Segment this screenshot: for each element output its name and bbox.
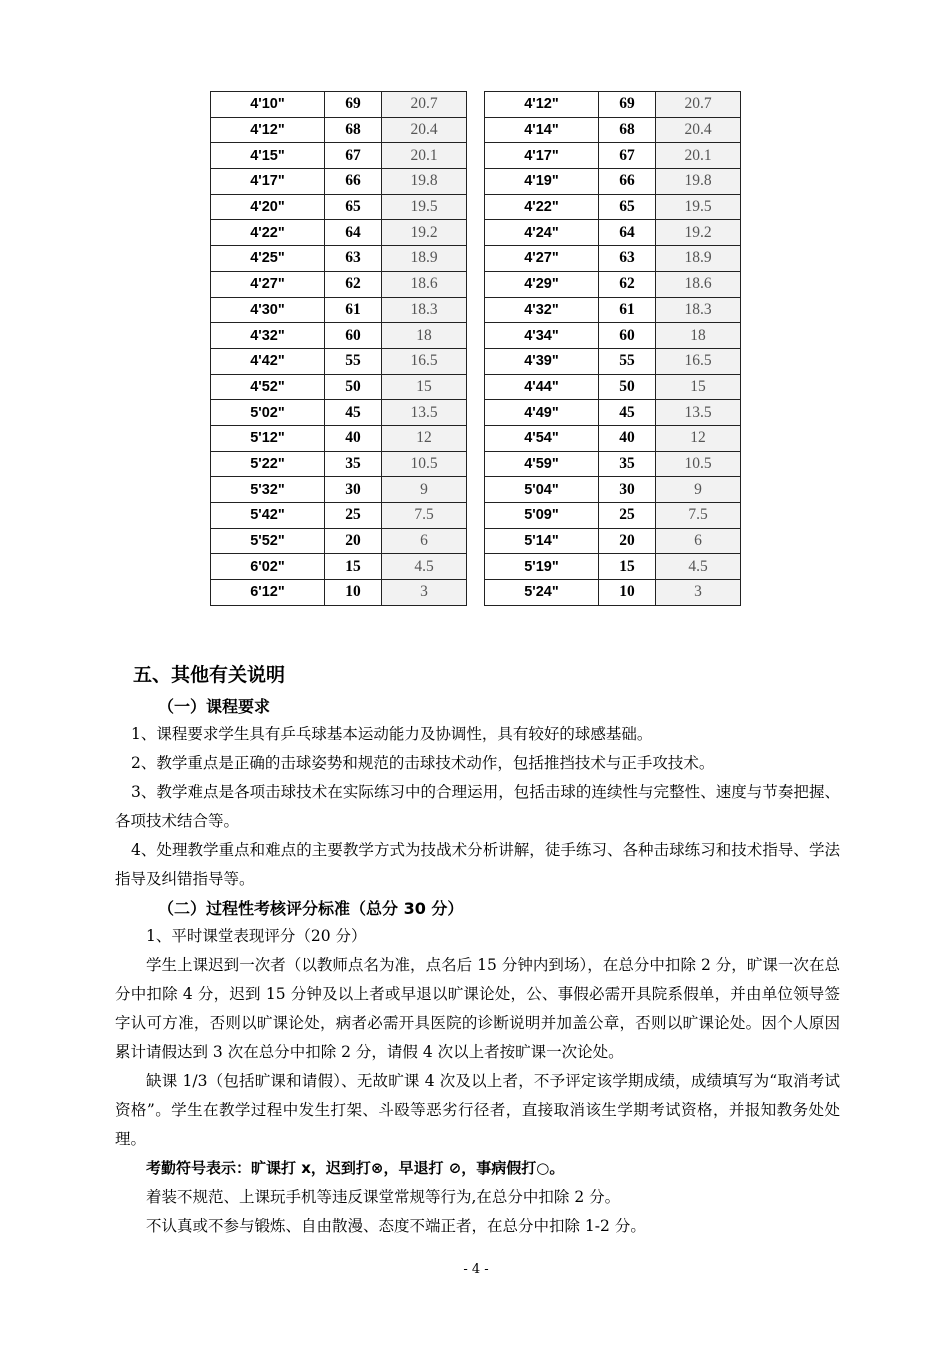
table-row	[211, 400, 467, 426]
score-cell: 25	[599, 503, 656, 529]
time-cell: 4'22"	[211, 220, 325, 246]
time-cell: 4'22"	[485, 194, 599, 220]
time-cell: 4'25"	[211, 246, 325, 272]
time-cell: 4'30"	[211, 297, 325, 323]
score-cell: 45	[325, 400, 382, 426]
time-cell: 6'02"	[211, 554, 325, 580]
time-cell: 4'12"	[485, 92, 599, 118]
score-cell: 20	[325, 528, 382, 554]
time-cell: 5'52"	[211, 528, 325, 554]
dress-code-paragraph: 着装不规范、上课玩手机等违反课堂常规等行为,在总分中扣除 2 分。	[146, 1188, 621, 1206]
score-cell: 40	[325, 425, 382, 451]
value-cell: 20.7	[382, 92, 467, 118]
value-cell: 18.6	[382, 271, 467, 297]
table-row	[211, 580, 467, 606]
value-cell: 3	[382, 580, 467, 606]
table-row	[485, 194, 741, 220]
table-row	[211, 374, 467, 400]
value-cell: 19.2	[382, 220, 467, 246]
value-cell: 12	[382, 425, 467, 451]
table-row	[485, 169, 741, 195]
table-row	[485, 554, 741, 580]
value-cell: 20.7	[656, 92, 741, 118]
time-cell: 5'02"	[211, 400, 325, 426]
value-cell: 19.2	[656, 220, 741, 246]
table-row	[485, 246, 741, 272]
time-cell: 4'12"	[211, 117, 325, 143]
score-cell: 35	[325, 451, 382, 477]
table-row	[485, 297, 741, 323]
value-cell: 13.5	[382, 400, 467, 426]
time-cell: 5'09"	[485, 503, 599, 529]
value-cell: 18.3	[382, 297, 467, 323]
value-cell: 20.4	[382, 117, 467, 143]
value-cell: 7.5	[382, 503, 467, 529]
time-cell: 4'24"	[485, 220, 599, 246]
value-cell: 19.8	[656, 169, 741, 195]
time-cell: 4'10"	[211, 92, 325, 118]
score-cell: 65	[325, 194, 382, 220]
value-cell: 12	[656, 425, 741, 451]
time-cell: 4'17"	[211, 169, 325, 195]
time-cell: 4'42"	[211, 348, 325, 374]
time-cell: 5'22"	[211, 451, 325, 477]
score-table-left	[210, 91, 467, 606]
table-row	[485, 580, 741, 606]
score-cell: 35	[599, 451, 656, 477]
value-cell: 16.5	[656, 348, 741, 374]
table-row	[485, 503, 741, 529]
time-cell: 5'24"	[485, 580, 599, 606]
score-cell: 10	[325, 580, 382, 606]
score-cell: 60	[599, 323, 656, 349]
time-cell: 5'32"	[211, 477, 325, 503]
table-row	[485, 348, 741, 374]
requirement-item-1: 1、课程要求学生具有乒乓球基本运动能力及协调性，具有较好的球感基础。	[131, 725, 653, 743]
value-cell: 4.5	[656, 554, 741, 580]
score-cell: 55	[325, 348, 382, 374]
course-requirements-list	[115, 720, 840, 894]
time-cell: 4'27"	[485, 246, 599, 272]
time-cell: 4'44"	[485, 374, 599, 400]
attendance-symbols: 考勤符号表示：旷课打 x，迟到打⊗，早退打 ⊘，事病假打○。	[146, 1159, 565, 1177]
value-cell: 4.5	[382, 554, 467, 580]
score-cell: 65	[599, 194, 656, 220]
score-cell: 15	[325, 554, 382, 580]
value-cell: 18.9	[656, 246, 741, 272]
requirement-item-3: 3、教学难点是各项击球技术在实际练习中的合理运用，包括击球的连续性与完整性、速度与节奏把握、各项技术结合等。	[115, 783, 840, 830]
table-row	[211, 425, 467, 451]
value-cell: 19.8	[382, 169, 467, 195]
time-cell: 4'14"	[485, 117, 599, 143]
value-cell: 6	[656, 528, 741, 554]
time-cell: 5'04"	[485, 477, 599, 503]
table-row	[211, 194, 467, 220]
time-cell: 4'49"	[485, 400, 599, 426]
table-row	[211, 503, 467, 529]
value-cell: 13.5	[656, 400, 741, 426]
table-row	[485, 271, 741, 297]
value-cell: 15	[656, 374, 741, 400]
score-cell: 66	[599, 169, 656, 195]
score-cell: 62	[599, 271, 656, 297]
value-cell: 9	[382, 477, 467, 503]
table-row	[211, 271, 467, 297]
score-cell: 61	[599, 297, 656, 323]
table-row	[485, 374, 741, 400]
score-cell: 50	[599, 374, 656, 400]
value-cell: 18	[382, 323, 467, 349]
requirement-item-4: 4、处理教学重点和难点的主要教学方式为技战术分析讲解，徒手练习、各种击球练习和技术指导、学法指导及纠错指导等。	[115, 841, 840, 888]
score-cell: 62	[325, 271, 382, 297]
subsection-assessment: （二）过程性考核评分标准（总分 30 分）	[158, 899, 464, 918]
assessment-item-1: 1、平时课堂表现评分（20 分）	[146, 927, 367, 945]
table-row	[211, 451, 467, 477]
score-cell: 69	[325, 92, 382, 118]
table-row	[211, 554, 467, 580]
section-title: 五、其他有关说明	[133, 664, 286, 686]
table-row	[485, 451, 741, 477]
table-row	[485, 143, 741, 169]
value-cell: 19.5	[382, 194, 467, 220]
time-cell: 4'32"	[211, 323, 325, 349]
table-row	[485, 117, 741, 143]
table-row	[211, 323, 467, 349]
time-cell: 4'19"	[485, 169, 599, 195]
score-cell: 10	[599, 580, 656, 606]
table-row	[485, 323, 741, 349]
score-cell: 25	[325, 503, 382, 529]
time-cell: 4'32"	[485, 297, 599, 323]
time-cell: 4'29"	[485, 271, 599, 297]
value-cell: 18.3	[656, 297, 741, 323]
value-cell: 18.6	[656, 271, 741, 297]
score-cell: 63	[325, 246, 382, 272]
time-cell: 4'39"	[485, 348, 599, 374]
time-cell: 4'34"	[485, 323, 599, 349]
table-row	[211, 477, 467, 503]
time-cell: 6'12"	[211, 580, 325, 606]
table-row	[211, 117, 467, 143]
score-cell: 20	[599, 528, 656, 554]
table-row	[485, 220, 741, 246]
absence-rules-paragraph: 缺课 1/3（包括旷课和请假）、无故旷课 4 次及以上者，不予评定该学期成绩，成绩填写为“取消考试资格”。学生在教学过程中发生打架、斗殴等恶劣行径者，直接取消该生学期考试资格，并报知教务处处理。	[115, 1072, 840, 1148]
table-row	[211, 246, 467, 272]
value-cell: 20.1	[382, 143, 467, 169]
time-cell: 5'12"	[211, 425, 325, 451]
value-cell: 16.5	[382, 348, 467, 374]
score-cell: 64	[599, 220, 656, 246]
time-cell: 4'15"	[211, 143, 325, 169]
time-cell: 4'54"	[485, 425, 599, 451]
table-row	[211, 143, 467, 169]
time-cell: 5'42"	[211, 503, 325, 529]
time-cell: 4'52"	[211, 374, 325, 400]
attendance-rules-paragraph: 学生上课迟到一次者（以教师点名为准，点名后 15 分钟内到场），在总分中扣除 2 分，旷课一次在总分中扣除 4 分，迟到 15 分钟及以上者或早退以旷课论处，公、事假必需开具院系假单，并由单位领导签字认可方准，否则以旷课论处，病者必需开具医院的诊断说明并加盖公章，否则以旷课论处。因个人原因累计请假达到 3 次在总分中扣除 2 分，请假 4 次以上者按旷课一次论处。	[115, 956, 840, 1061]
assessment-body	[115, 922, 840, 1241]
value-cell: 19.5	[656, 194, 741, 220]
score-cell: 63	[599, 246, 656, 272]
score-cell: 60	[325, 323, 382, 349]
time-cell: 4'20"	[211, 194, 325, 220]
value-cell: 18.9	[382, 246, 467, 272]
score-cell: 66	[325, 169, 382, 195]
table-row	[211, 220, 467, 246]
score-cell: 61	[325, 297, 382, 323]
score-cell: 68	[599, 117, 656, 143]
requirement-item-2: 2、教学重点是正确的击球姿势和规范的击球技术动作，包括推挡技术与正手攻技术。	[131, 754, 715, 772]
score-cell: 68	[325, 117, 382, 143]
table-row	[211, 169, 467, 195]
value-cell: 20.1	[656, 143, 741, 169]
time-cell: 5'14"	[485, 528, 599, 554]
value-cell: 7.5	[656, 503, 741, 529]
score-cell: 15	[599, 554, 656, 580]
page-number: - 4 -	[463, 1262, 489, 1277]
table-row	[211, 348, 467, 374]
score-cell: 50	[325, 374, 382, 400]
value-cell: 10.5	[656, 451, 741, 477]
table-row	[485, 400, 741, 426]
table-row	[485, 425, 741, 451]
table-row	[485, 477, 741, 503]
table-row	[211, 92, 467, 118]
value-cell: 9	[656, 477, 741, 503]
score-cell: 30	[599, 477, 656, 503]
subsection-course-requirements: （一）课程要求	[158, 697, 271, 716]
time-cell: 4'17"	[485, 143, 599, 169]
table-row	[211, 297, 467, 323]
value-cell: 3	[656, 580, 741, 606]
value-cell: 20.4	[656, 117, 741, 143]
time-cell: 4'27"	[211, 271, 325, 297]
score-cell: 64	[325, 220, 382, 246]
value-cell: 15	[382, 374, 467, 400]
value-cell: 10.5	[382, 451, 467, 477]
score-cell: 45	[599, 400, 656, 426]
table-row	[485, 92, 741, 118]
time-cell: 4'59"	[485, 451, 599, 477]
score-cell: 55	[599, 348, 656, 374]
score-cell: 69	[599, 92, 656, 118]
score-cell: 40	[599, 425, 656, 451]
value-cell: 6	[382, 528, 467, 554]
table-row	[485, 528, 741, 554]
score-cell: 30	[325, 477, 382, 503]
score-cell: 67	[599, 143, 656, 169]
score-cell: 67	[325, 143, 382, 169]
table-row	[211, 528, 467, 554]
value-cell: 18	[656, 323, 741, 349]
score-table-right	[484, 91, 741, 606]
time-cell: 5'19"	[485, 554, 599, 580]
attitude-paragraph: 不认真或不参与锻炼、自由散漫、态度不端正者，在总分中扣除 1-2 分。	[146, 1217, 646, 1235]
